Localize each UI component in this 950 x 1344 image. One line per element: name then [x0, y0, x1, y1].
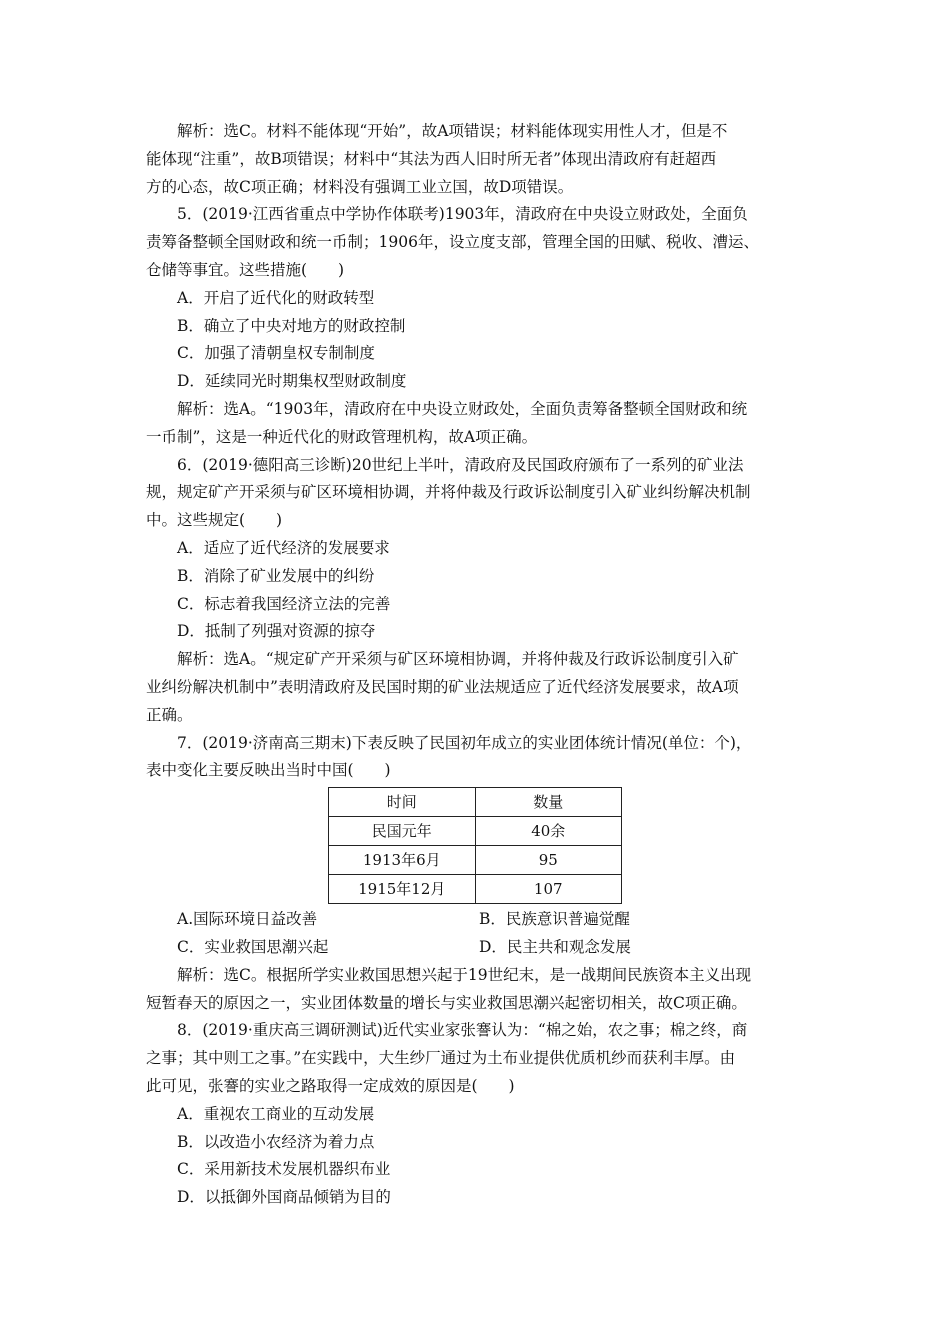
- text-line: 正确。: [146, 705, 193, 724]
- text-line: A．适应了近代经济的发展要求: [177, 538, 390, 557]
- text-line: 解析：选A。“规定矿产开采须与矿区环境相协调，并将仲裁及行政诉讼制度引入矿: [177, 650, 739, 669]
- q7-options-row: [146, 934, 810, 962]
- text-line: 表中变化主要反映出当时中国( ): [146, 761, 391, 780]
- text-line: B．确立了中央对地方的财政控制: [177, 316, 406, 335]
- statistics-table: [328, 787, 622, 904]
- table-header-cell: 时间: [329, 788, 476, 817]
- text-line: C．采用新技术发展机器织布业: [177, 1160, 391, 1179]
- table-cell: 1915年12月: [329, 875, 476, 904]
- table-header-cell: 数量: [475, 788, 622, 817]
- text-line: D．以抵御外国商品倾销为目的: [177, 1188, 391, 1207]
- text-line: D．延续同光时期集权型财政制度: [177, 372, 407, 391]
- q7-option-a: A.国际环境日益改善: [177, 910, 318, 929]
- statistics-table-wrapper: [146, 785, 810, 906]
- table-cell: 1913年6月: [329, 846, 476, 875]
- text-line: 一币制”，这是一种近代化的财政管理机构，故A项正确。: [146, 427, 538, 446]
- table-row: [329, 846, 622, 875]
- text-line: C．加强了清朝皇权专制制度: [177, 344, 375, 363]
- q7-option-d: D．民主共和观念发展: [479, 937, 631, 956]
- text-line: 能体现“注重”，故B项错误；材料中“其法为西人旧时所无者”体现出清政府有赶超西: [146, 149, 717, 168]
- table-row: [329, 817, 622, 846]
- text-line: 5．(2019·江西省重点中学协作体联考)1903年，清政府在中央设立财政处，全面负: [177, 205, 748, 224]
- text-line: 中。这些规定( ): [146, 511, 283, 530]
- text-line: B．消除了矿业发展中的纠纷: [177, 566, 375, 585]
- text-line: 责筹备整顿全国财政和统一币制；1906年，设立度支部，管理全国的田赋、税收、漕运、: [146, 233, 759, 252]
- table-cell: 95: [475, 846, 622, 875]
- text-line: 解析：选C。材料不能体现“开始”，故A项错误；材料能体现实用性人才，但是不: [177, 122, 728, 140]
- text-line: 业纠纷解决机制中”表明清政府及民国时期的矿业法规适应了近代经济发展要求，故A项: [146, 677, 739, 696]
- text-block-1: [146, 118, 810, 785]
- text-line: 解析：选C。根据所学实业救国思想兴起于19世纪末，是一战期间民族资本主义出现: [177, 965, 752, 984]
- table-cell: 40余: [475, 817, 622, 846]
- text-line: 8．(2019·重庆高三调研测试)近代实业家张謇认为：“棉之始，农之事；棉之终，商: [177, 1021, 748, 1040]
- text-line: A．重视农工商业的互动发展: [177, 1104, 375, 1123]
- text-line: 方的心态，故C项正确；材料没有强调工业立国，故D项错误。: [146, 177, 574, 196]
- q7-options-row: [146, 906, 810, 934]
- text-line: 短暂春天的原因之一，实业团体数量的增长与实业救国思潮兴起密切相关，故C项正确。: [146, 993, 747, 1012]
- text-line: 之事；其中则工之事。”在实践中，大生纱厂通过为土布业提供优质机纱而获利丰厚。由: [146, 1049, 736, 1068]
- q7-option-b: B．民族意识普遍觉醒: [479, 910, 630, 929]
- text-line: 7．(2019·济南高三期末)下表反映了民国初年成立的实业团体统计情况(单位：个)，: [177, 733, 752, 752]
- text-line: 6．(2019·德阳高三诊断)20世纪上半叶，清政府及民国政府颁布了一系列的矿业法: [177, 455, 744, 474]
- text-line: D．抵制了列强对资源的掠夺: [177, 622, 376, 641]
- text-line: 规，规定矿产开采须与矿区环境相协调，并将仲裁及行政诉讼制度引入矿业纠纷解决机制: [146, 483, 751, 502]
- q7-option-c: C．实业救国思潮兴起: [177, 937, 329, 956]
- text-line: 仓储等事宜。这些措施( ): [146, 260, 345, 279]
- text-line: A．开启了近代化的财政转型: [177, 288, 375, 307]
- text-block-2: [146, 962, 810, 1212]
- text-line: 解析：选A。“1903年，清政府在中央设立财政处，全面负责筹备整顿全国财政和统: [177, 399, 748, 418]
- table-cell: 民国元年: [329, 817, 476, 846]
- document-page: [146, 118, 810, 1212]
- table-row: [329, 875, 622, 904]
- table-cell: 107: [475, 875, 622, 904]
- text-line: B．以改造小农经济为着力点: [177, 1132, 375, 1151]
- table-header-row: [329, 788, 622, 817]
- text-line: C．标志着我国经济立法的完善: [177, 594, 391, 613]
- text-line: 此可见，张謇的实业之路取得一定成效的原因是( ): [146, 1076, 515, 1095]
